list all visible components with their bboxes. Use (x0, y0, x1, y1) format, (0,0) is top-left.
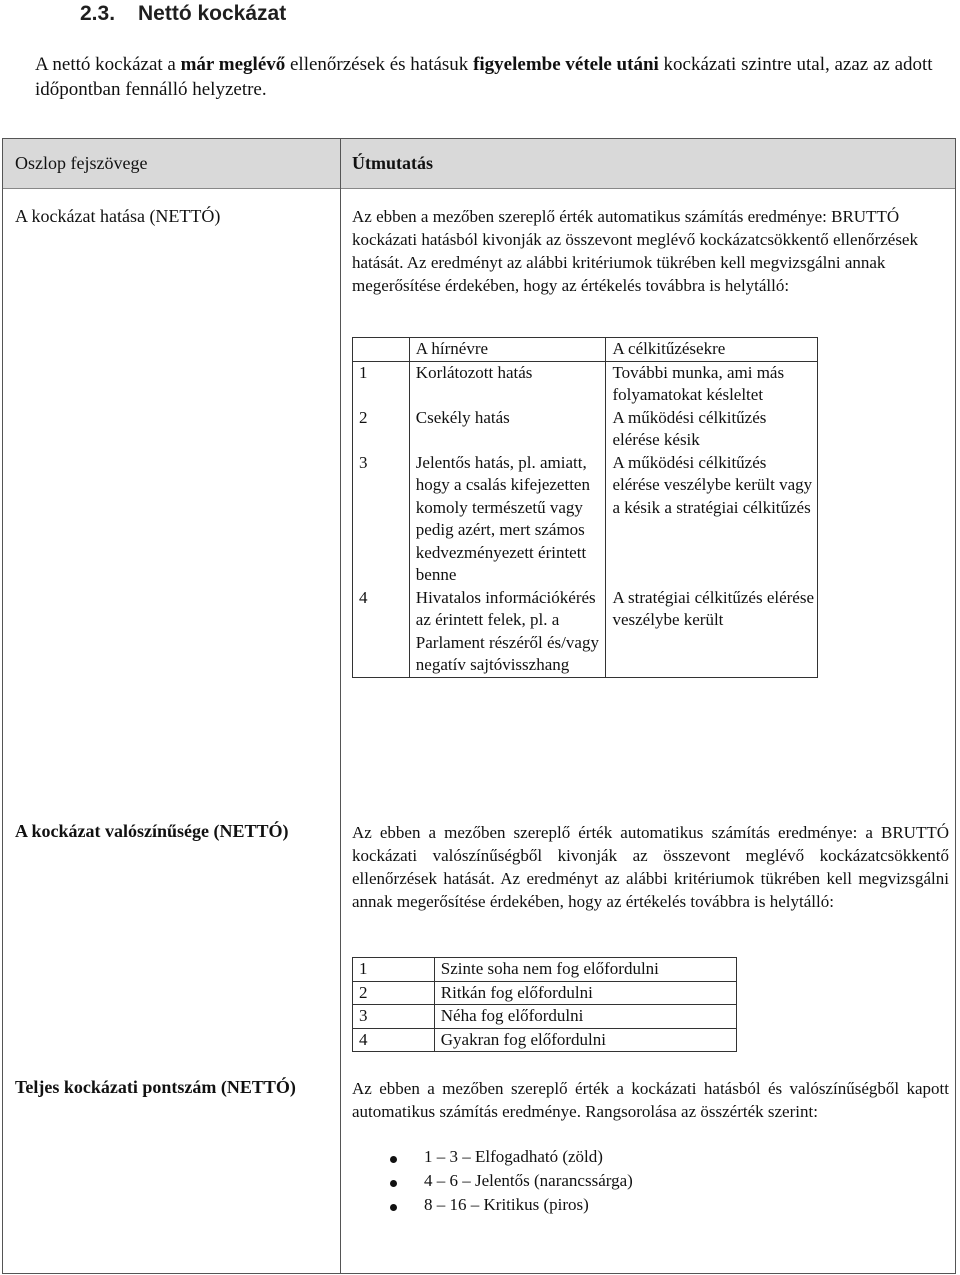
table-row (353, 338, 818, 362)
table-cell: Korlátozott hatás (409, 361, 606, 407)
intro-text: ellenőrzések és hatásuk (285, 54, 474, 75)
table-cell: 4 (353, 1028, 435, 1052)
intro-text: A nettó kockázat a (35, 54, 181, 75)
intro-bold: már meglévő (180, 54, 286, 75)
list-item (352, 1147, 633, 1171)
list-item-label: 1 – 3 – Elfogadható (zöld) (424, 1147, 603, 1166)
section-heading (80, 2, 286, 26)
table-cell: Szinte soha nem fog előfordulni (434, 958, 736, 982)
row-label-impact: A kockázat hatása (NETTÓ) (15, 206, 221, 226)
section-title: Nettó kockázat (138, 2, 287, 25)
table-row (353, 361, 818, 407)
row-label-total-score: Teljes kockázati pontszám (NETTÓ) (15, 1077, 296, 1097)
bullet-icon (390, 1156, 397, 1163)
table-cell: Gyakran fog előfordulni (434, 1028, 736, 1052)
table-cell (353, 338, 410, 362)
impact-criteria-table (352, 337, 818, 678)
table-cell: Ritkán fog előfordulni (434, 981, 736, 1005)
row-text-likelihood: Az ebben a mezőben szereplő érték automatikus számítás eredménye: a BRUTTÓ kockázati valószínűségből kivonják az összevont meglévő kockázatcsökkentő ellenőrzések hatását. Az eredményt az alábbi kritériumok tükrében kell megvizsgálni annak megerősítése érdekében, hogy az értékelés továbbra is helytálló: (352, 823, 949, 911)
intro-text: kockázati szintre utal, azaz az adott időpontban fennálló helyzetre. (35, 54, 933, 100)
table-cell: 1 (353, 361, 410, 407)
intro-paragraph (35, 52, 935, 102)
table-cell: További munka, ami más folyamatokat késleltet (606, 361, 818, 407)
guidance-table (2, 138, 956, 1274)
table-cell: Hivatalos információkérés az érintett felek, pl. a Parlament részéről és/vagy negatív sajtóvisszhang (409, 587, 606, 678)
table-cell: A hírnévre (409, 338, 606, 362)
table-row (353, 407, 818, 452)
table-row (353, 452, 818, 587)
list-item (352, 1171, 633, 1195)
table-row (353, 958, 737, 982)
bullet-icon (390, 1180, 397, 1187)
list-item-label: 8 – 16 – Kritikus (piros) (424, 1195, 589, 1214)
table-cell: 1 (353, 958, 435, 982)
table-cell: A működési célkitűzés elérése késik (606, 407, 818, 452)
header-column-label: Oszlop fejszövege (15, 153, 148, 173)
table-cell: Jelentős hatás, pl. amiatt, hogy a csalás kifejezetten komoly természetű vagy pedig azért, mert számos kedvezményezett érintett benne (409, 452, 606, 587)
row-text-total-score: Az ebben a mezőben szereplő érték a kockázati hatásból és valószínűségből kapott automatikus számítás eredménye. Rangsorolása az összérték szerint: (352, 1079, 949, 1121)
table-cell: 3 (353, 1005, 435, 1029)
list-item (352, 1195, 633, 1219)
table-cell: 2 (353, 407, 410, 452)
table-row (353, 1005, 737, 1029)
column-divider (340, 139, 341, 1273)
table-cell: A célkitűzésekre (606, 338, 818, 362)
likelihood-criteria-table (352, 957, 737, 1052)
table-cell: A stratégiai célkitűzés elérése veszélybe került (606, 587, 818, 678)
table-cell: Néha fog előfordulni (434, 1005, 736, 1029)
table-cell: A működési célkitűzés elérése veszélybe került vagy a késik a stratégiai célkitűzés (606, 452, 818, 587)
table-cell: 4 (353, 587, 410, 678)
table-cell: 2 (353, 981, 435, 1005)
bullet-icon (390, 1204, 397, 1211)
table-cell: 3 (353, 452, 410, 587)
header-guidance-label: Útmutatás (352, 153, 433, 173)
row-label-likelihood: A kockázat valószínűsége (NETTÓ) (15, 821, 289, 841)
table-row (353, 1028, 737, 1052)
score-ranking-list (352, 1147, 633, 1219)
row-text-impact: Az ebben a mezőben szereplő érték automatikus számítás eredménye: BRUTTÓ kockázati hatásból kivonják az összevont meglévő kockázatcsökkentő ellenőrzések hatását. Az eredményt az alábbi kritériumok tükrében kell megvizsgálni annak megerősítése érdekében, hogy az értékelés továbbra is helytálló: (352, 207, 918, 295)
section-number: 2.3. (80, 2, 116, 25)
table-row (353, 981, 737, 1005)
list-item-label: 4 – 6 – Jelentős (narancssárga) (424, 1171, 633, 1190)
intro-bold: figyelembe vétele utáni (473, 54, 659, 75)
table-cell: Csekély hatás (409, 407, 606, 452)
table-row (353, 587, 818, 678)
